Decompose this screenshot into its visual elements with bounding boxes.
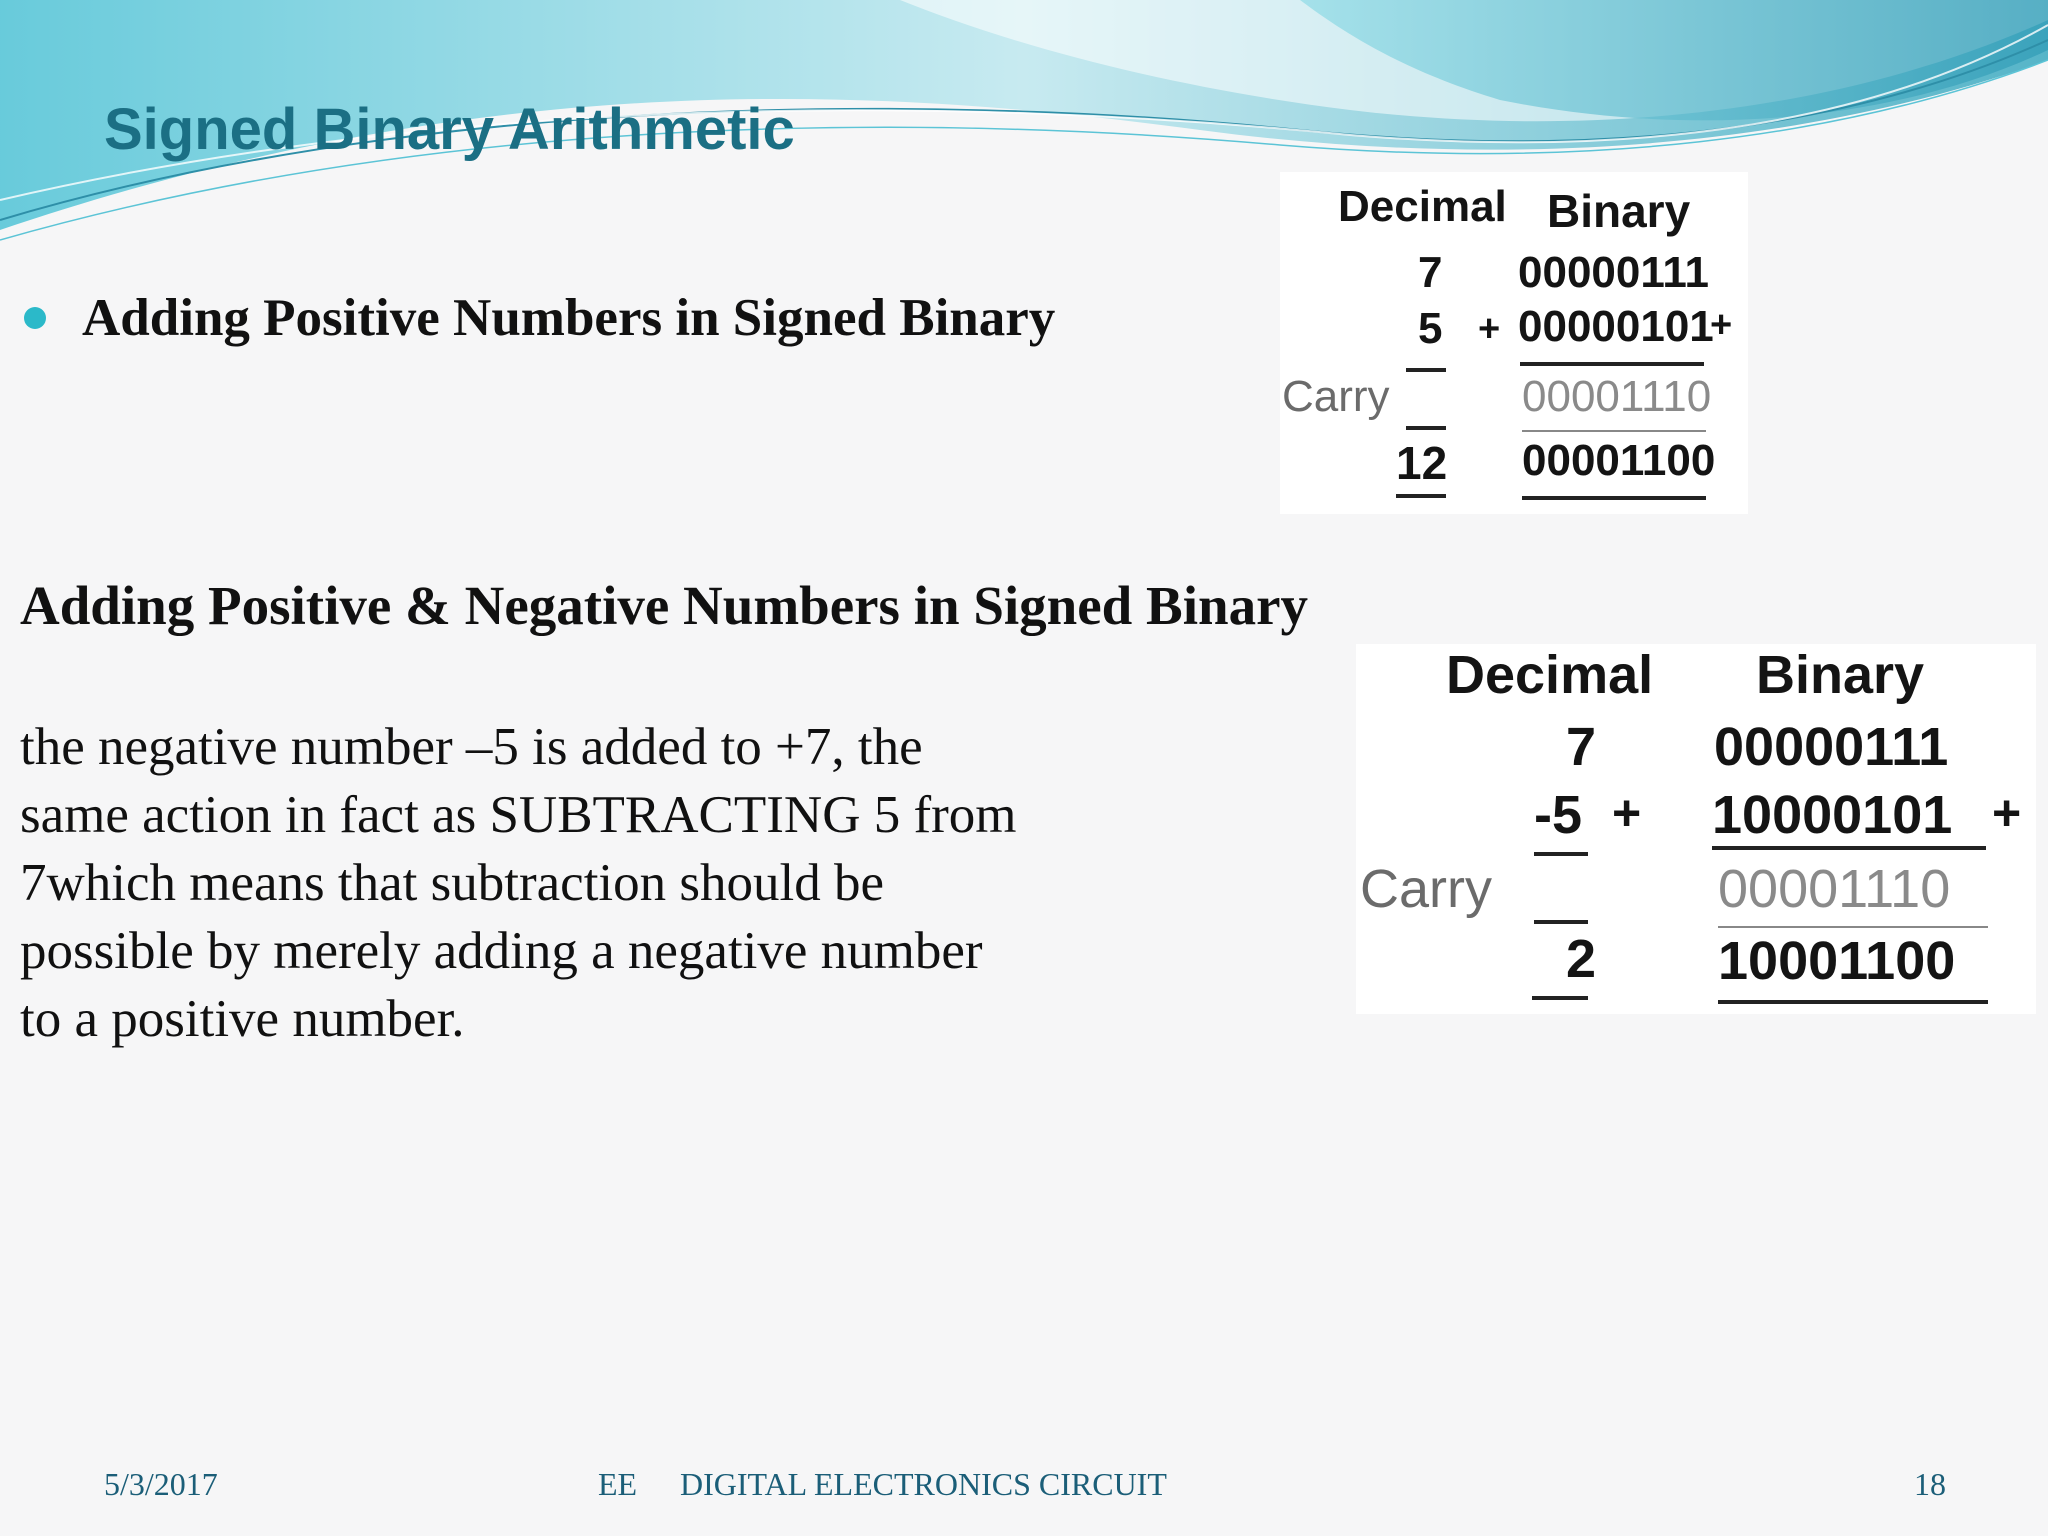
- underline: [1532, 996, 1588, 1000]
- underline: [1406, 426, 1446, 430]
- paragraph-line: 7which means that subtraction should be: [20, 854, 885, 912]
- paragraph-line: same action in fact as SUBTRACTING 5 from: [20, 786, 1017, 844]
- underline: [1712, 846, 1986, 850]
- section-heading: Adding Positive & Negative Numbers in Signed Binary: [20, 575, 1308, 636]
- decimal-header: Decimal: [1446, 645, 1654, 705]
- decimal-operand-b: 5: [1418, 304, 1443, 353]
- underline: [1522, 496, 1706, 500]
- plus-sign: +: [1992, 785, 2022, 841]
- underline: [1534, 852, 1588, 856]
- positive-addition-table: [1280, 172, 1748, 514]
- carry-bits: 00001110: [1522, 372, 1712, 421]
- underline: [1534, 920, 1588, 924]
- decimal-operand-a: 7: [1418, 248, 1443, 297]
- carry-label: Carry: [1360, 859, 1492, 919]
- decimal-result: 2: [1566, 929, 1597, 989]
- binary-operand-b: 00000101: [1518, 302, 1714, 351]
- footer-date: 5/3/2017: [104, 1466, 218, 1502]
- underline: [1406, 368, 1446, 372]
- bullet-item: [24, 288, 1055, 348]
- binary-operand-a: 00000111: [1518, 248, 1709, 297]
- underline: [1718, 926, 1988, 928]
- plus-sign: +: [1710, 304, 1733, 346]
- decimal-header: Decimal: [1338, 182, 1507, 231]
- binary-operand-b: 10000101: [1712, 785, 1953, 845]
- decimal-operand-a: 7: [1566, 717, 1597, 777]
- footer-page-number: 18: [1914, 1466, 1946, 1502]
- underline: [1520, 362, 1704, 366]
- paragraph-line: possible by merely adding a negative number: [20, 922, 983, 980]
- decimal-operand-b: -5: [1534, 785, 1583, 845]
- explanation-paragraph: [20, 713, 1170, 1053]
- paragraph-line: to a positive number.: [20, 990, 465, 1048]
- mixed-sign-addition-table: [1356, 644, 2036, 1014]
- underline: [1718, 1000, 1988, 1004]
- carry-bits: 00001110: [1718, 859, 1951, 919]
- decimal-result: 12: [1396, 437, 1448, 489]
- binary-header: Binary: [1756, 645, 1925, 705]
- bullet-dot-icon: [24, 307, 46, 329]
- slide-title: Signed Binary Arithmetic: [104, 97, 795, 162]
- underline: [1522, 430, 1706, 432]
- bullet-text: Adding Positive Numbers in Signed Binary: [82, 289, 1056, 347]
- binary-header: Binary: [1547, 185, 1691, 237]
- footer-course: DIGITAL ELECTRONICS CIRCUIT: [680, 1466, 1167, 1502]
- carry-label: Carry: [1282, 372, 1390, 421]
- plus-sign: +: [1478, 308, 1501, 350]
- binary-result: 10001100: [1718, 931, 1956, 991]
- underline: [1396, 494, 1446, 498]
- paragraph-line: the negative number –5 is added to +7, the: [20, 718, 923, 776]
- plus-sign: +: [1612, 785, 1642, 841]
- binary-result: 00001100: [1522, 436, 1716, 485]
- binary-operand-a: 00000111: [1714, 717, 1949, 777]
- footer-dept: EE: [598, 1466, 638, 1502]
